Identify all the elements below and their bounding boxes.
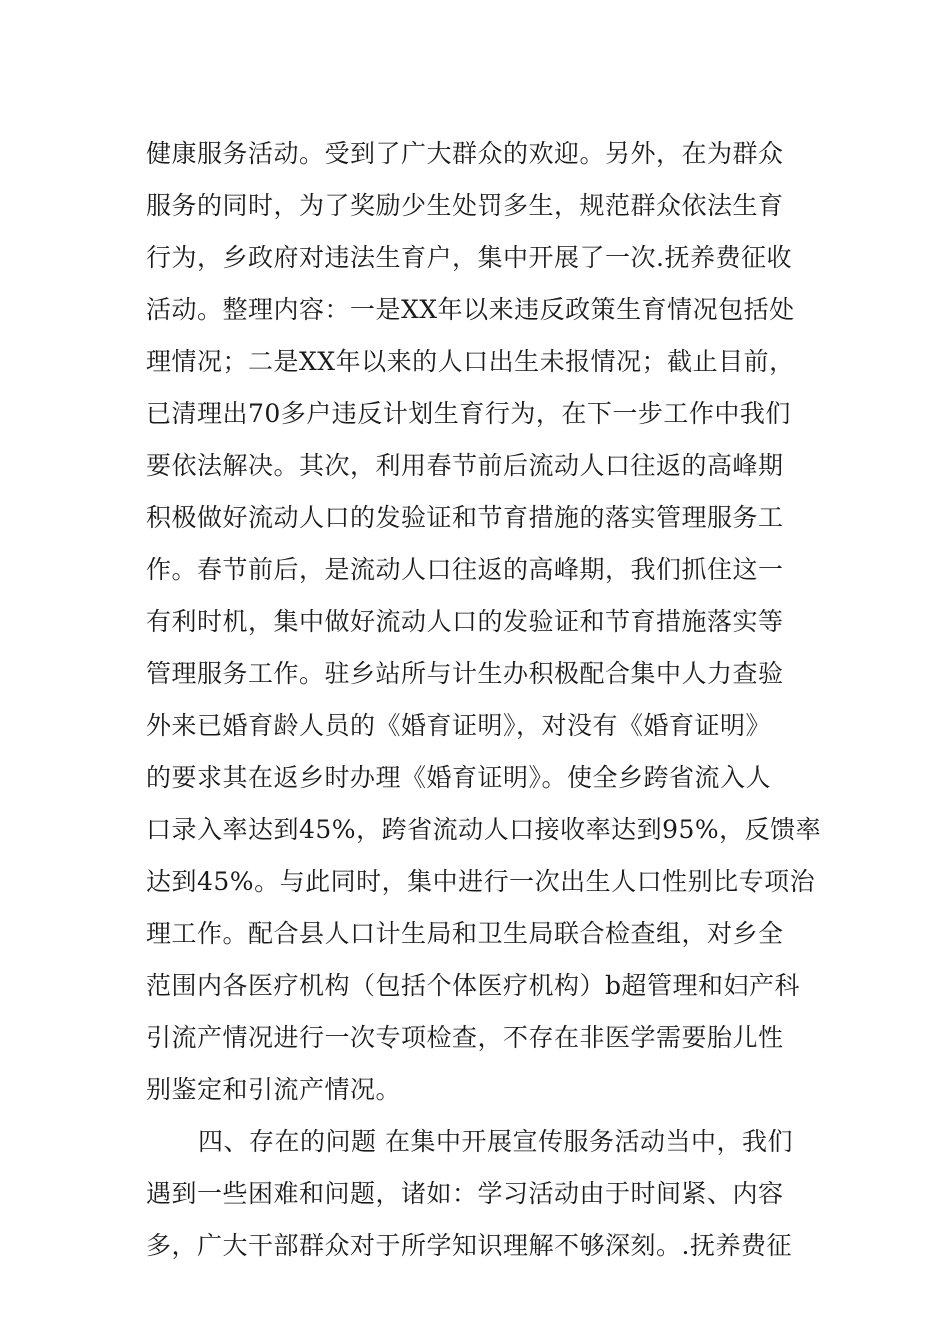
- text-line: 外来已婚育龄人员的《婚育证明》，对没有《婚育证明》: [146, 711, 772, 740]
- text-line: 已清理出70多户违反计划生育行为，在下一步工作中我们: [146, 399, 791, 428]
- text-line: 健康服务活动。受到了广大群众的欢迎。另外，在为群众: [146, 139, 784, 168]
- text-line: 理工作。配合县人口计生局和卫生局联合检查组，对乡全: [146, 919, 784, 948]
- text-line: 口录入率达到45%，跨省流动人口接收率达到95%，反馈率: [146, 815, 822, 844]
- text-line: 要依法解决。其次，利用春节前后流动人口往返的高峰期: [146, 451, 784, 480]
- document-body: [146, 128, 822, 1272]
- text-line: 多，广大干部群众对于所学知识理解不够深刻。.抚养费征: [146, 1231, 792, 1260]
- text-line: 理情况；二是XX年以来的人口出生未报情况；截止目前，: [146, 347, 795, 376]
- text-line: 管理服务工作。驻乡站所与计生办积极配合集中人力查验: [146, 659, 784, 688]
- paragraph-1: [146, 128, 822, 1116]
- text-line: 作。春节前后，是流动人口往返的高峰期，我们抓住这一: [146, 555, 784, 584]
- text-line: 的要求其在返乡时办理《婚育证明》。使全乡跨省流入人: [146, 763, 772, 792]
- text-line: 服务的同时，为了奖励少生处罚多生，规范群众依法生育: [146, 191, 784, 220]
- text-line: 引流产情况进行一次专项检查，不存在非医学需要胎儿性: [146, 1023, 784, 1052]
- text-line: 四、存在的问题 在集中开展宣传服务活动当中，我们: [198, 1127, 793, 1156]
- text-line: 有利时机，集中做好流动人口的发验证和节育措施落实等: [146, 607, 784, 636]
- text-line: 活动。整理内容：一是XX年以来违反政策生育情况包括处: [146, 295, 795, 324]
- text-line: 行为，乡政府对违法生育户，集中开展了一次.抚养费征收: [146, 243, 792, 272]
- paragraph-2: [146, 1116, 816, 1272]
- text-line: 别鉴定和引流产情况。: [146, 1075, 402, 1104]
- text-line: 范围内各医疗机构（包括个体医疗机构）b超管理和妇产科: [146, 971, 801, 1000]
- text-line: 积极做好流动人口的发验证和节育措施的落实管理服务工: [146, 503, 784, 532]
- text-line: 遇到一些困难和问题，诸如：学习活动由于时间紧、内容: [146, 1179, 784, 1208]
- text-line: 达到45%。与此同时，集中进行一次出生人口性别比专项治: [146, 867, 816, 896]
